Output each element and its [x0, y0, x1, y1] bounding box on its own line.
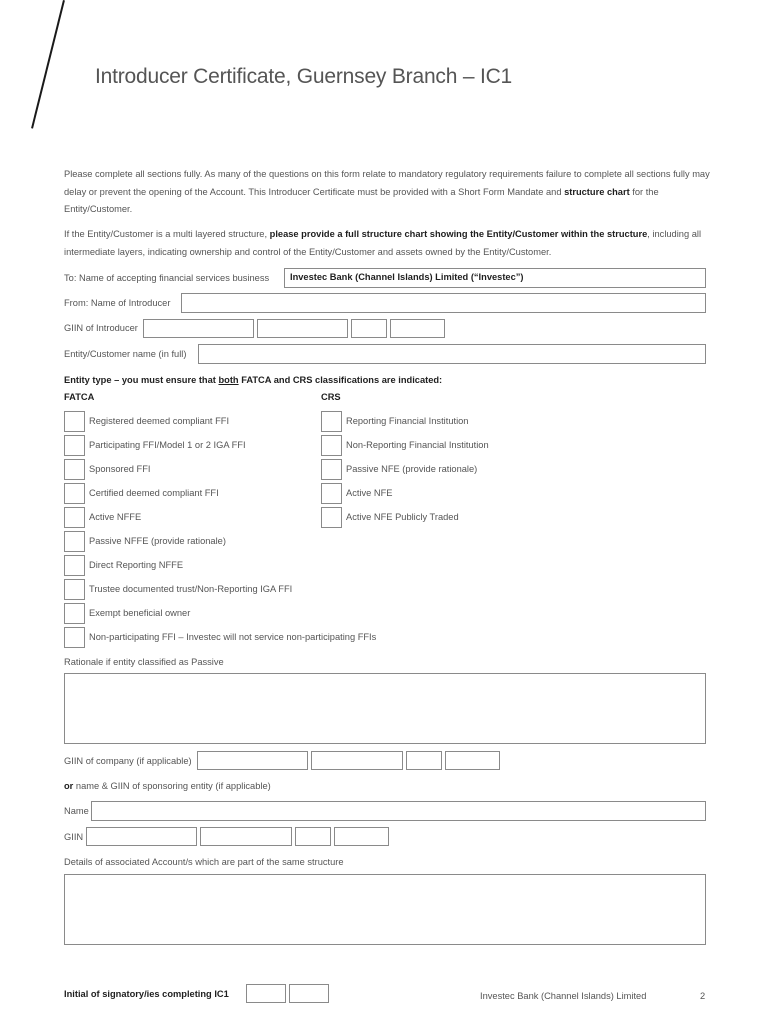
footer-bank-name: Investec Bank (Channel Islands) Limited	[480, 991, 647, 1001]
fatca-option-label: Active NFFE	[89, 512, 142, 522]
sponsor-name-field[interactable]	[91, 801, 706, 821]
fatca-option-label: Passive NFFE (provide rationale)	[89, 536, 226, 546]
sponsor-label	[64, 781, 271, 791]
sponsor-giin-field-4[interactable]	[334, 827, 389, 846]
giin-introducer-field-4[interactable]	[390, 319, 445, 338]
crs-checkbox[interactable]	[321, 435, 342, 456]
fatca-checkbox[interactable]	[64, 603, 85, 624]
fatca-option-label: Trustee documented trust/Non-Reporting IGA FFI	[89, 584, 293, 594]
sponsor-giin-label: GIIN	[64, 832, 84, 842]
fatca-option-label: Exempt beneficial owner	[89, 608, 191, 618]
giin-company-field-3[interactable]	[406, 751, 442, 770]
fatca-checkbox[interactable]	[64, 531, 85, 552]
fatca-checkbox[interactable]	[64, 435, 85, 456]
fatca-checkbox[interactable]	[64, 627, 85, 648]
fatca-checkbox[interactable]	[64, 555, 85, 576]
fatca-checkbox[interactable]	[64, 483, 85, 504]
fatca-heading: FATCA	[64, 392, 95, 402]
giin-company-field-4[interactable]	[445, 751, 500, 770]
intro-text: If the Entity/Customer is a multi layered structure,	[64, 229, 270, 239]
fatca-option-label: Direct Reporting NFFE	[89, 560, 184, 570]
associated-accounts-textarea[interactable]	[64, 874, 706, 945]
crs-heading: CRS	[321, 392, 341, 402]
sponsor-or: or	[64, 781, 74, 791]
sponsor-label-text: name & GIIN of sponsoring entity (if applicable)	[73, 781, 271, 791]
fatca-checkbox[interactable]	[64, 411, 85, 432]
giin-introducer-field-1[interactable]	[143, 319, 254, 338]
giin-company-field-2[interactable]	[311, 751, 403, 770]
to-label: To: Name of accepting financial services business	[64, 273, 270, 283]
crs-option-label: Non-Reporting Financial Institution	[346, 440, 489, 450]
initials-field-1[interactable]	[246, 984, 286, 1003]
intro-paragraph-1	[64, 166, 714, 219]
entity-name-field[interactable]	[198, 344, 706, 364]
crs-checkbox[interactable]	[321, 411, 342, 432]
crs-option-label: Active NFE	[346, 488, 393, 498]
intro-text: Please complete all sections fully. As many of the questions on this form relate to mandatory regulatory requirements failure to complete all sections fully may delay or prevent the opening of the Account. This Introducer Certificate must be provided with a Short Form Mandate and	[64, 169, 710, 197]
entity-type-heading	[64, 375, 442, 385]
fatca-checkbox[interactable]	[64, 507, 85, 528]
initials-label: Initial of signatory/ies completing IC1	[64, 989, 229, 999]
decorative-slash	[31, 0, 64, 128]
page-title: Introducer Certificate, Guernsey Branch – IC1	[95, 65, 513, 88]
sponsor-name-label: Name	[64, 806, 89, 816]
rationale-textarea[interactable]	[64, 673, 706, 744]
intro-text: for the Entity/Customer.	[64, 186, 659, 214]
giin-introducer-field-2[interactable]	[257, 319, 348, 338]
fatca-option-label: Certified deemed compliant FFI	[89, 488, 219, 498]
crs-option-label: Passive NFE (provide rationale)	[346, 464, 478, 474]
giin-introducer-field-3[interactable]	[351, 319, 387, 338]
fatca-option-label: Non-participating FFI – Investec will not service non-participating FFIs	[89, 632, 377, 642]
sponsor-giin-field-3[interactable]	[295, 827, 331, 846]
crs-option-label: Reporting Financial Institution	[346, 416, 469, 426]
intro-bold-text: please provide a full structure chart showing the Entity/Customer within the structure	[269, 229, 648, 239]
associated-accounts-label: Details of associated Account/s which are part of the same structure	[64, 857, 344, 867]
introducer-name-field[interactable]	[181, 293, 706, 313]
intro-bold-text: structure chart	[564, 186, 630, 197]
giin-company-field-1[interactable]	[197, 751, 308, 770]
page-number: 2	[700, 991, 706, 1001]
from-label: From: Name of Introducer	[64, 298, 171, 308]
entity-type-heading-text: Entity type – you must ensure that	[64, 375, 219, 385]
fatca-option-label: Registered deemed compliant FFI	[89, 416, 230, 426]
crs-checkbox[interactable]	[321, 507, 342, 528]
entity-type-heading-text: FATCA and CRS classifications are indicated:	[238, 375, 443, 385]
entity-name-label: Entity/Customer name (in full)	[64, 349, 187, 359]
initials-field-2[interactable]	[289, 984, 329, 1003]
accepting-business-field[interactable]: Investec Bank (Channel Islands) Limited (“Investec”)	[284, 268, 706, 288]
fatca-checkbox[interactable]	[64, 459, 85, 480]
sponsor-giin-field-1[interactable]	[86, 827, 197, 846]
fatca-option-label: Sponsored FFI	[89, 464, 151, 474]
rationale-label: Rationale if entity classified as Passive	[64, 657, 224, 667]
giin-introducer-label: GIIN of Introducer	[64, 323, 138, 333]
crs-option-label: Active NFE Publicly Traded	[346, 512, 459, 522]
entity-type-heading-underline: both	[218, 375, 239, 385]
fatca-checkbox[interactable]	[64, 579, 85, 600]
fatca-option-label: Participating FFI/Model 1 or 2 IGA FFI	[89, 440, 246, 450]
intro-text: , including all intermediate layers, indicating ownership and control of the Entity/Customer and assets owned by the Entity/Customer.	[64, 229, 702, 257]
giin-company-label: GIIN of company (if applicable)	[64, 756, 192, 766]
crs-checkbox[interactable]	[321, 483, 342, 504]
sponsor-giin-field-2[interactable]	[200, 827, 292, 846]
intro-paragraph-2	[64, 226, 714, 261]
crs-checkbox[interactable]	[321, 459, 342, 480]
